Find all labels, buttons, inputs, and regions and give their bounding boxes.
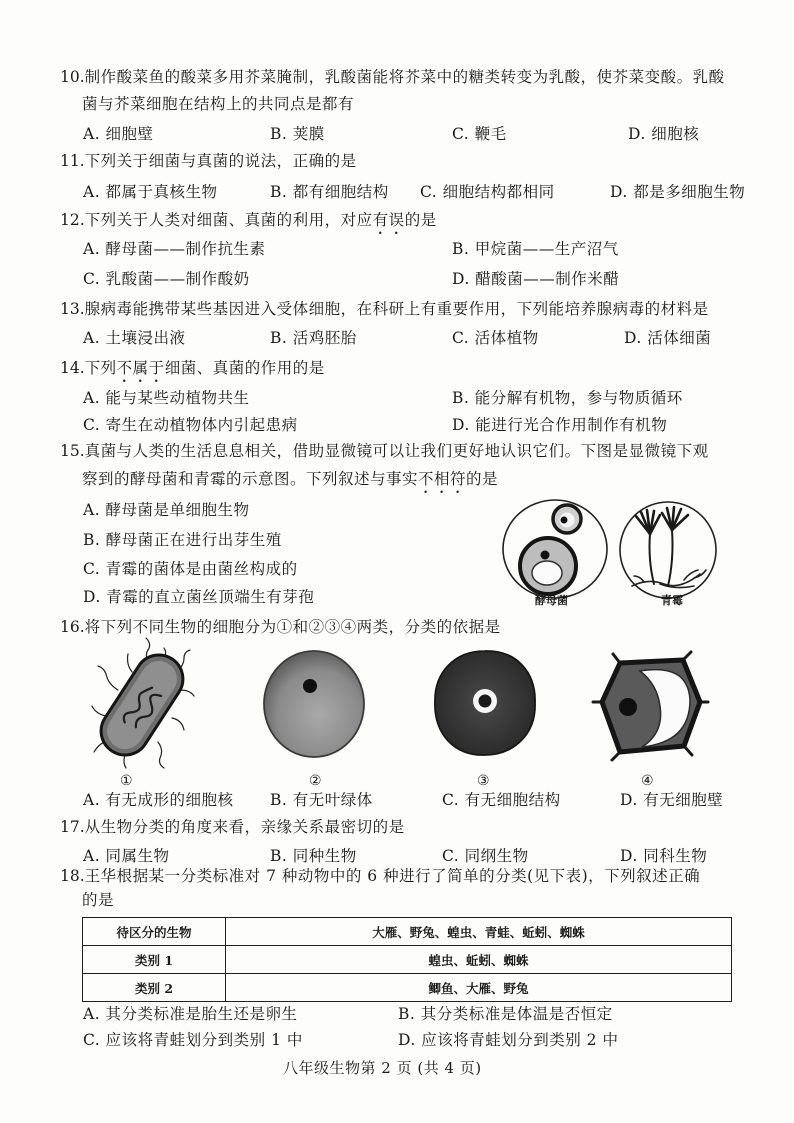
question-12-stem — [60, 210, 437, 230]
question-10-stem-text: 制作酸菜鱼的酸菜多用芥菜腌制，乳酸菌能将芥菜中的糖类转变为乳酸，使芥菜变酸。乳酸 — [84, 68, 725, 86]
question-13-stem — [60, 299, 709, 319]
penicillium-label: 青霉 — [661, 594, 683, 607]
plant-cell-4-figure — [590, 650, 710, 764]
question-11-option-d: D. 都是多细胞生物 — [610, 183, 746, 201]
question-16-option-b: B. 有无叶绿体 — [270, 791, 373, 809]
table-header-cell: 类别 2 — [83, 974, 226, 1002]
question-11-option-b: B. 都有细胞结构 — [270, 183, 389, 201]
question-10-stem-line-2: 菌与芥菜细胞在结构上的共同点是都有 — [82, 95, 355, 113]
question-17-stem-text: 从生物分类的角度来看，亲缘关系最密切的是 — [84, 818, 405, 836]
question-10-option-b: B. 荚膜 — [270, 125, 325, 143]
question-14-stem-text: 下列 — [84, 359, 117, 377]
page-footer: 八年级生物第 2 页 (共 4 页) — [283, 1059, 482, 1077]
table-row — [83, 974, 732, 1002]
question-10-number: 10. — [60, 68, 85, 86]
table-cell: 蝗虫、蚯蚓、蜘蛛 — [226, 946, 732, 974]
question-10-stem-line-1 — [60, 67, 725, 87]
question-12-emphasis: 有误 — [372, 211, 405, 229]
yeast-bud-nucleus — [561, 517, 568, 524]
question-11-number: 11. — [60, 152, 85, 170]
question-14-emphasis: 不属于 — [116, 359, 165, 377]
table-header-cell: 待区分的生物 — [83, 918, 226, 946]
question-12-option-a: A. 酵母菌——制作抗生素 — [83, 240, 266, 258]
question-12-option-d: D. 醋酸菌——制作米醋 — [452, 270, 620, 288]
round-cell-2-figure — [258, 645, 370, 763]
question-14-stem — [60, 358, 325, 378]
cell-label-2: ② — [309, 773, 322, 789]
question-15-option-d: D. 青霉的直立菌丝顶端生有芽孢 — [83, 588, 315, 606]
question-15-number: 15. — [60, 442, 85, 460]
question-16-number: 16. — [60, 618, 85, 636]
penicillium-conidiophore-2 — [662, 507, 688, 586]
question-10-option-d: D. 细胞核 — [628, 125, 700, 143]
question-17-option-b: B. 同种生物 — [270, 847, 357, 865]
table-header-cell: 类别 1 — [83, 946, 226, 974]
question-14-option-d: D. 能进行光合作用制作有机物 — [452, 416, 668, 434]
question-18-option-c: C. 应该将青蛙划分到类别 1 中 — [83, 1031, 303, 1049]
question-11-stem-text: 下列关于细菌与真菌的说法，正确的是 — [84, 152, 357, 170]
question-17-option-d: D. 同科生物 — [620, 847, 708, 865]
question-18-stem-line-2: 的是 — [82, 891, 115, 909]
question-14-number: 14. — [60, 359, 85, 377]
yeast-figure — [500, 496, 612, 602]
question-13-stem-text: 腺病毒能携带某些基因进入受体细胞，在科研上有重要作用，下列能培养腺病毒的材料是 — [84, 300, 709, 318]
question-14-stem-end: 细菌、真菌的作用的是 — [164, 359, 325, 377]
question-13-option-b: B. 活鸡胚胎 — [270, 329, 357, 347]
cell-2-nucleus — [303, 679, 317, 693]
question-16-stem — [60, 617, 501, 637]
classification-table — [82, 917, 732, 1002]
question-14-option-c: C. 寄生在动植物体内引起患病 — [83, 416, 298, 434]
question-12-number: 12. — [60, 211, 85, 229]
question-13-option-c: C. 活体植物 — [452, 329, 539, 347]
table-row — [83, 918, 732, 946]
cell-2-body — [264, 651, 364, 757]
question-16-option-d: D. 有无细胞壁 — [620, 791, 724, 809]
question-10-option-c: C. 鞭毛 — [452, 125, 507, 143]
question-14-option-b: B. 能分解有机物，参与物质循环 — [452, 389, 683, 407]
question-16-option-a: A. 有无成形的细胞核 — [83, 791, 234, 809]
yeast-vacuole — [532, 561, 562, 585]
question-18-stem-line-1 — [60, 866, 700, 886]
question-17-option-a: A. 同属生物 — [83, 847, 170, 865]
round-cell-3-figure — [429, 644, 541, 762]
question-18-number: 18. — [60, 867, 85, 885]
cell-3-nucleus — [479, 695, 492, 708]
question-15-emphasis: 不相符 — [418, 470, 467, 488]
question-12-option-c: C. 乳酸菌——制作酸奶 — [83, 270, 250, 288]
question-18-option-b: B. 其分类标准是体温是否恒定 — [398, 1005, 613, 1023]
question-15-stem-line-2 — [82, 469, 498, 489]
question-17-stem — [60, 817, 405, 837]
question-17-number: 17. — [60, 818, 85, 836]
question-18-option-a: A. 其分类标准是胎生还是卵生 — [83, 1005, 298, 1023]
question-12-option-b: B. 甲烷菌——生产沼气 — [452, 240, 619, 258]
penicillium-figure — [618, 498, 720, 602]
yeast-label: 酵母菌 — [535, 594, 568, 607]
question-18-option-d: D. 应该将青蛙划分到类别 2 中 — [398, 1031, 619, 1049]
question-13-option-d: D. 活体细菌 — [624, 329, 712, 347]
question-10-option-a: A. 细胞壁 — [83, 125, 154, 143]
yeast-nucleus — [541, 551, 550, 560]
question-15-option-c: C. 青霉的菌体是由菌丝构成的 — [83, 560, 298, 578]
question-11-stem — [60, 151, 357, 171]
plant-cell-4-nucleus — [619, 698, 637, 716]
question-11-option-c: C. 细胞结构都相同 — [420, 183, 555, 201]
cell-label-4: ④ — [641, 773, 654, 789]
table-cell: 大雁、野兔、蝗虫、青蛙、蚯蚓、蜘蛛 — [226, 918, 732, 946]
question-16-option-c: C. 有无细胞结构 — [442, 791, 561, 809]
question-13-option-a: A. 土壤浸出液 — [83, 329, 186, 347]
question-18-stem-text: 王华根据某一分类标准对 7 种动物中的 6 种进行了简单的分类(见下表)，下列叙述正确 — [84, 867, 701, 885]
question-15-option-b: B. 酵母菌正在进行出芽生殖 — [83, 531, 282, 549]
question-15-stem-end: 的是 — [466, 470, 499, 488]
question-12-stem-text: 下列关于人类对细菌、真菌的利用，对应 — [84, 211, 373, 229]
table-row — [83, 946, 732, 974]
question-12-stem-end: 的是 — [404, 211, 437, 229]
table-cell: 鲫鱼、大雁、野兔 — [226, 974, 732, 1002]
question-16-stem-text: 将下列不同生物的细胞分为①和②③④两类，分类的依据是 — [84, 618, 501, 636]
question-11-option-a: A. 都属于真核生物 — [83, 183, 218, 201]
cell-label-3: ③ — [477, 773, 490, 789]
question-15-stem-text-2: 察到的酵母菌和青霉的示意图。下列叙述与事实 — [82, 470, 419, 488]
cell-label-1: ① — [120, 773, 133, 789]
question-17-option-c: C. 同纲生物 — [442, 847, 529, 865]
question-15-stem-line-1 — [60, 441, 709, 461]
question-13-number: 13. — [60, 300, 85, 318]
question-14-option-a: A. 能与某些动植物共生 — [83, 389, 250, 407]
question-15-option-a: A. 酵母菌是单细胞生物 — [83, 501, 250, 519]
question-15-stem-text: 真菌与人类的生活息息相关，借助显微镜可以让我们更好地认识它们。下图是显微镜下观 — [84, 442, 709, 460]
penicillium-conidiophore-1 — [636, 510, 660, 584]
bacterium-cell-figure — [86, 642, 198, 774]
